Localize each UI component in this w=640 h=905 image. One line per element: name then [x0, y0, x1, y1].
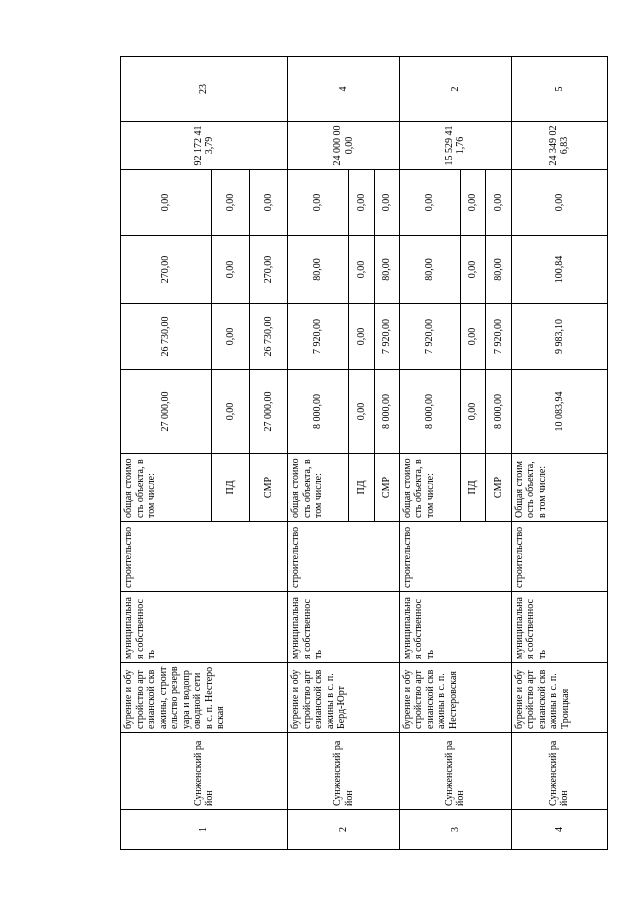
value-cell: 8 000,00: [399, 370, 460, 454]
work-type-cell: строительство: [121, 522, 288, 592]
value-cell: 100,84: [511, 236, 607, 304]
row-number: 3: [399, 810, 511, 850]
work-type-cell: строительство: [399, 522, 511, 592]
total-cell: 24 000 000,00: [288, 122, 400, 170]
value-cell: 0,00: [250, 170, 288, 236]
district-cell: Сунженский район: [399, 733, 511, 810]
object-cell: бурение и обустройство артезианской скважины в с. п. Берд-Юрт: [288, 663, 400, 733]
value-cell: 0,00: [212, 236, 250, 304]
value-cell: 8 000,00: [374, 370, 399, 454]
table-row: [511, 57, 607, 850]
object-funding-table: [120, 56, 608, 850]
ownership-cell: муниципальная собственность: [399, 592, 511, 663]
value-cell: 27 000,00: [250, 370, 288, 454]
value-cell: 0,00: [374, 170, 399, 236]
ownership-cell: муниципальная собственность: [121, 592, 288, 663]
value-cell: 26 730,00: [250, 304, 288, 370]
work-type-cell: строительство: [511, 522, 607, 592]
value-cell: 7 920,00: [486, 304, 511, 370]
value-cell: 0,00: [121, 170, 212, 236]
value-cell: 0,00: [349, 370, 374, 454]
count-cell: 5: [511, 57, 607, 122]
object-cell: бурение и обустройство артезианской скважины в с. п. Троицкая: [511, 663, 607, 733]
count-cell: 2: [399, 57, 511, 122]
value-cell: 10 083,94: [511, 370, 607, 454]
cost-label-total: общая стоимость объекта, в том числе:: [399, 454, 460, 522]
cost-label-total: общая стоимость объекта, в том числе:: [121, 454, 212, 522]
value-cell: 7 920,00: [399, 304, 460, 370]
total-cell: 92 172 413,79: [121, 122, 288, 170]
rotated-table-page: [120, 57, 608, 850]
value-cell: 7 920,00: [288, 304, 349, 370]
row-number: 4: [511, 810, 607, 850]
district-cell: Сунженский район: [288, 733, 400, 810]
cost-label-smr: СМР: [486, 454, 511, 522]
value-cell: 0,00: [460, 370, 485, 454]
table-row: [288, 57, 349, 850]
value-cell: 270,00: [250, 236, 288, 304]
value-cell: 0,00: [212, 304, 250, 370]
cost-label-smr: СМР: [374, 454, 399, 522]
work-type-cell: строительство: [288, 522, 400, 592]
cost-label-total: Общая стоимость объекта, в том числе:: [511, 454, 607, 522]
value-cell: 80,00: [399, 236, 460, 304]
value-cell: 8 000,00: [288, 370, 349, 454]
object-cell: бурение и обустройство артезианской скважины, строительство резервуара и водопроводной сети в с. п. Нестеровская: [121, 663, 288, 733]
value-cell: 0,00: [460, 304, 485, 370]
row-number: 2: [288, 810, 400, 850]
count-cell: 23: [121, 57, 288, 122]
district-cell: Сунженский район: [121, 733, 288, 810]
total-cell: 24 349 026,83: [511, 122, 607, 170]
value-cell: 0,00: [349, 170, 374, 236]
value-cell: 7 920,00: [374, 304, 399, 370]
value-cell: 0,00: [349, 236, 374, 304]
value-cell: 80,00: [374, 236, 399, 304]
count-cell: 4: [288, 57, 400, 122]
value-cell: 0,00: [349, 304, 374, 370]
cost-label-total: общая стоимость объекта, в том числе:: [288, 454, 349, 522]
value-cell: 0,00: [460, 236, 485, 304]
value-cell: 0,00: [486, 170, 511, 236]
object-cell: бурение и обустройство артезианской скважины в с. п. Нестеровская: [399, 663, 511, 733]
cost-label-pd: ПД: [349, 454, 374, 522]
value-cell: 0,00: [288, 170, 349, 236]
value-cell: 0,00: [460, 170, 485, 236]
ownership-cell: муниципальная собственность: [288, 592, 400, 663]
total-cell: 15 529 411,76: [399, 122, 511, 170]
cost-label-pd: ПД: [460, 454, 485, 522]
value-cell: 9 983,10: [511, 304, 607, 370]
table-row: [399, 57, 460, 850]
ownership-cell: муниципальная собственность: [511, 592, 607, 663]
row-number: 1: [121, 810, 288, 850]
value-cell: 0,00: [212, 370, 250, 454]
value-cell: 27 000,00: [121, 370, 212, 454]
value-cell: 80,00: [486, 236, 511, 304]
district-cell: Сунженский район: [511, 733, 607, 810]
value-cell: 26 730,00: [121, 304, 212, 370]
value-cell: 270,00: [121, 236, 212, 304]
table-row: [121, 57, 212, 850]
value-cell: 80,00: [288, 236, 349, 304]
value-cell: 0,00: [212, 170, 250, 236]
value-cell: 8 000,00: [486, 370, 511, 454]
value-cell: 0,00: [399, 170, 460, 236]
value-cell: 0,00: [511, 170, 607, 236]
cost-label-smr: СМР: [250, 454, 288, 522]
cost-label-pd: ПД: [212, 454, 250, 522]
